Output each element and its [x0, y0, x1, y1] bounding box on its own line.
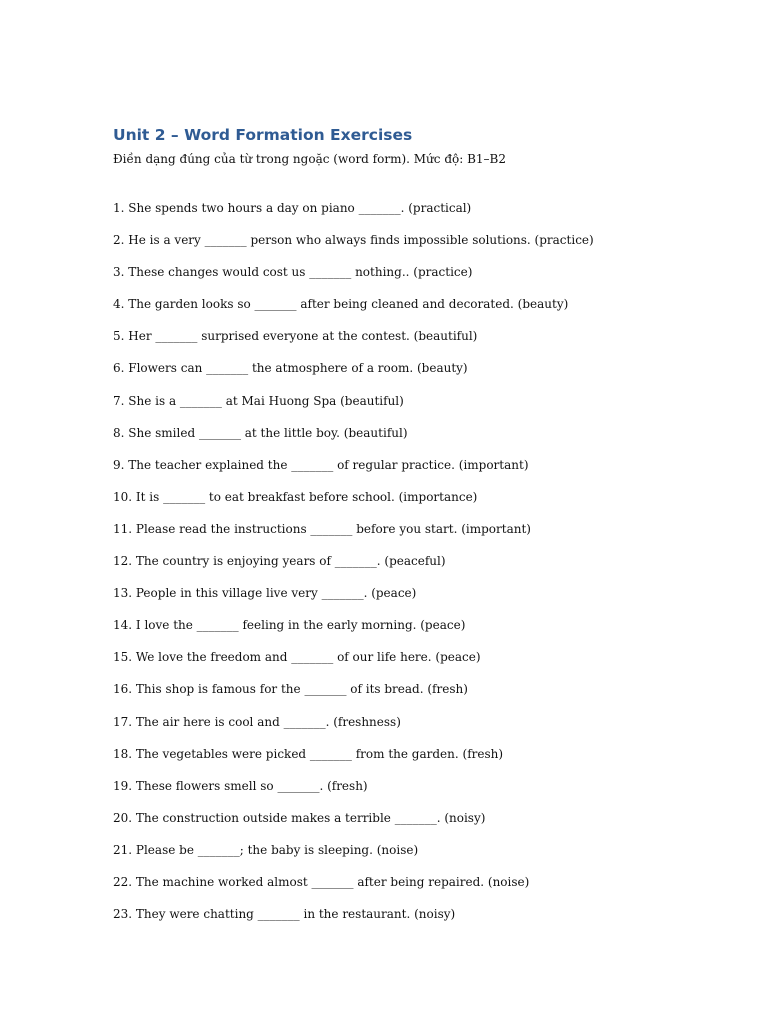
exercise-item: 7. She is a _______ at Mai Huong Spa (beautiful) [113, 393, 404, 408]
exercise-item: 22. The machine worked almost _______ after being repaired. (noise) [113, 874, 530, 889]
exercise-item: 12. The country is enjoying years of _______. (peaceful) [113, 554, 446, 569]
exercise-item: 23. They were chatting _______ in the restaurant. (noisy) [113, 907, 456, 922]
exercise-item: 2. He is a very _______ person who always finds impossible solutions. (practice) [113, 233, 594, 248]
exercise-item: 21. Please be _______; the baby is sleeping. (noise) [113, 842, 419, 857]
document-page [113, 124, 713, 937]
exercise-item: 20. The construction outside makes a terrible _______. (noisy) [113, 810, 486, 825]
exercise-item: 3. These changes would cost us _______ nothing.. (practice) [113, 265, 473, 280]
exercise-item: 8. She smiled _______ at the little boy. (beautiful) [113, 425, 408, 440]
exercise-item: 19. These flowers smell so _______. (fresh) [113, 778, 368, 793]
exercise-item: 4. The garden looks so _______ after being cleaned and decorated. (beauty) [113, 297, 569, 312]
document-instructions: Điền dạng đúng của từ trong ngoặc (word form). Mức độ: B1–B2 [113, 152, 506, 166]
exercise-item: 6. Flowers can _______ the atmosphere of a room. (beauty) [113, 361, 468, 376]
exercise-item: 11. Please read the instructions _______ before you start. (important) [113, 521, 531, 536]
exercise-list [113, 199, 713, 937]
exercise-item: 15. We love the freedom and _______ of our life here. (peace) [113, 650, 481, 665]
exercise-item: 5. Her _______ surprised everyone at the contest. (beautiful) [113, 329, 478, 344]
exercise-item: 16. This shop is famous for the _______ of its bread. (fresh) [113, 682, 468, 697]
exercise-item: 14. I love the _______ feeling in the early morning. (peace) [113, 618, 466, 633]
document-title: Unit 2 – Word Formation Exercises [113, 126, 413, 144]
exercise-item: 10. It is _______ to eat breakfast before school. (importance) [113, 489, 478, 504]
exercise-item: 17. The air here is cool and _______. (freshness) [113, 714, 401, 729]
exercise-item: 1. She spends two hours a day on piano _______. (practical) [113, 201, 472, 215]
exercise-item: 9. The teacher explained the _______ of regular practice. (important) [113, 457, 529, 472]
exercise-item: 13. People in this village live very _______. (peace) [113, 586, 417, 601]
exercise-item: 18. The vegetables were picked _______ from the garden. (fresh) [113, 746, 504, 761]
